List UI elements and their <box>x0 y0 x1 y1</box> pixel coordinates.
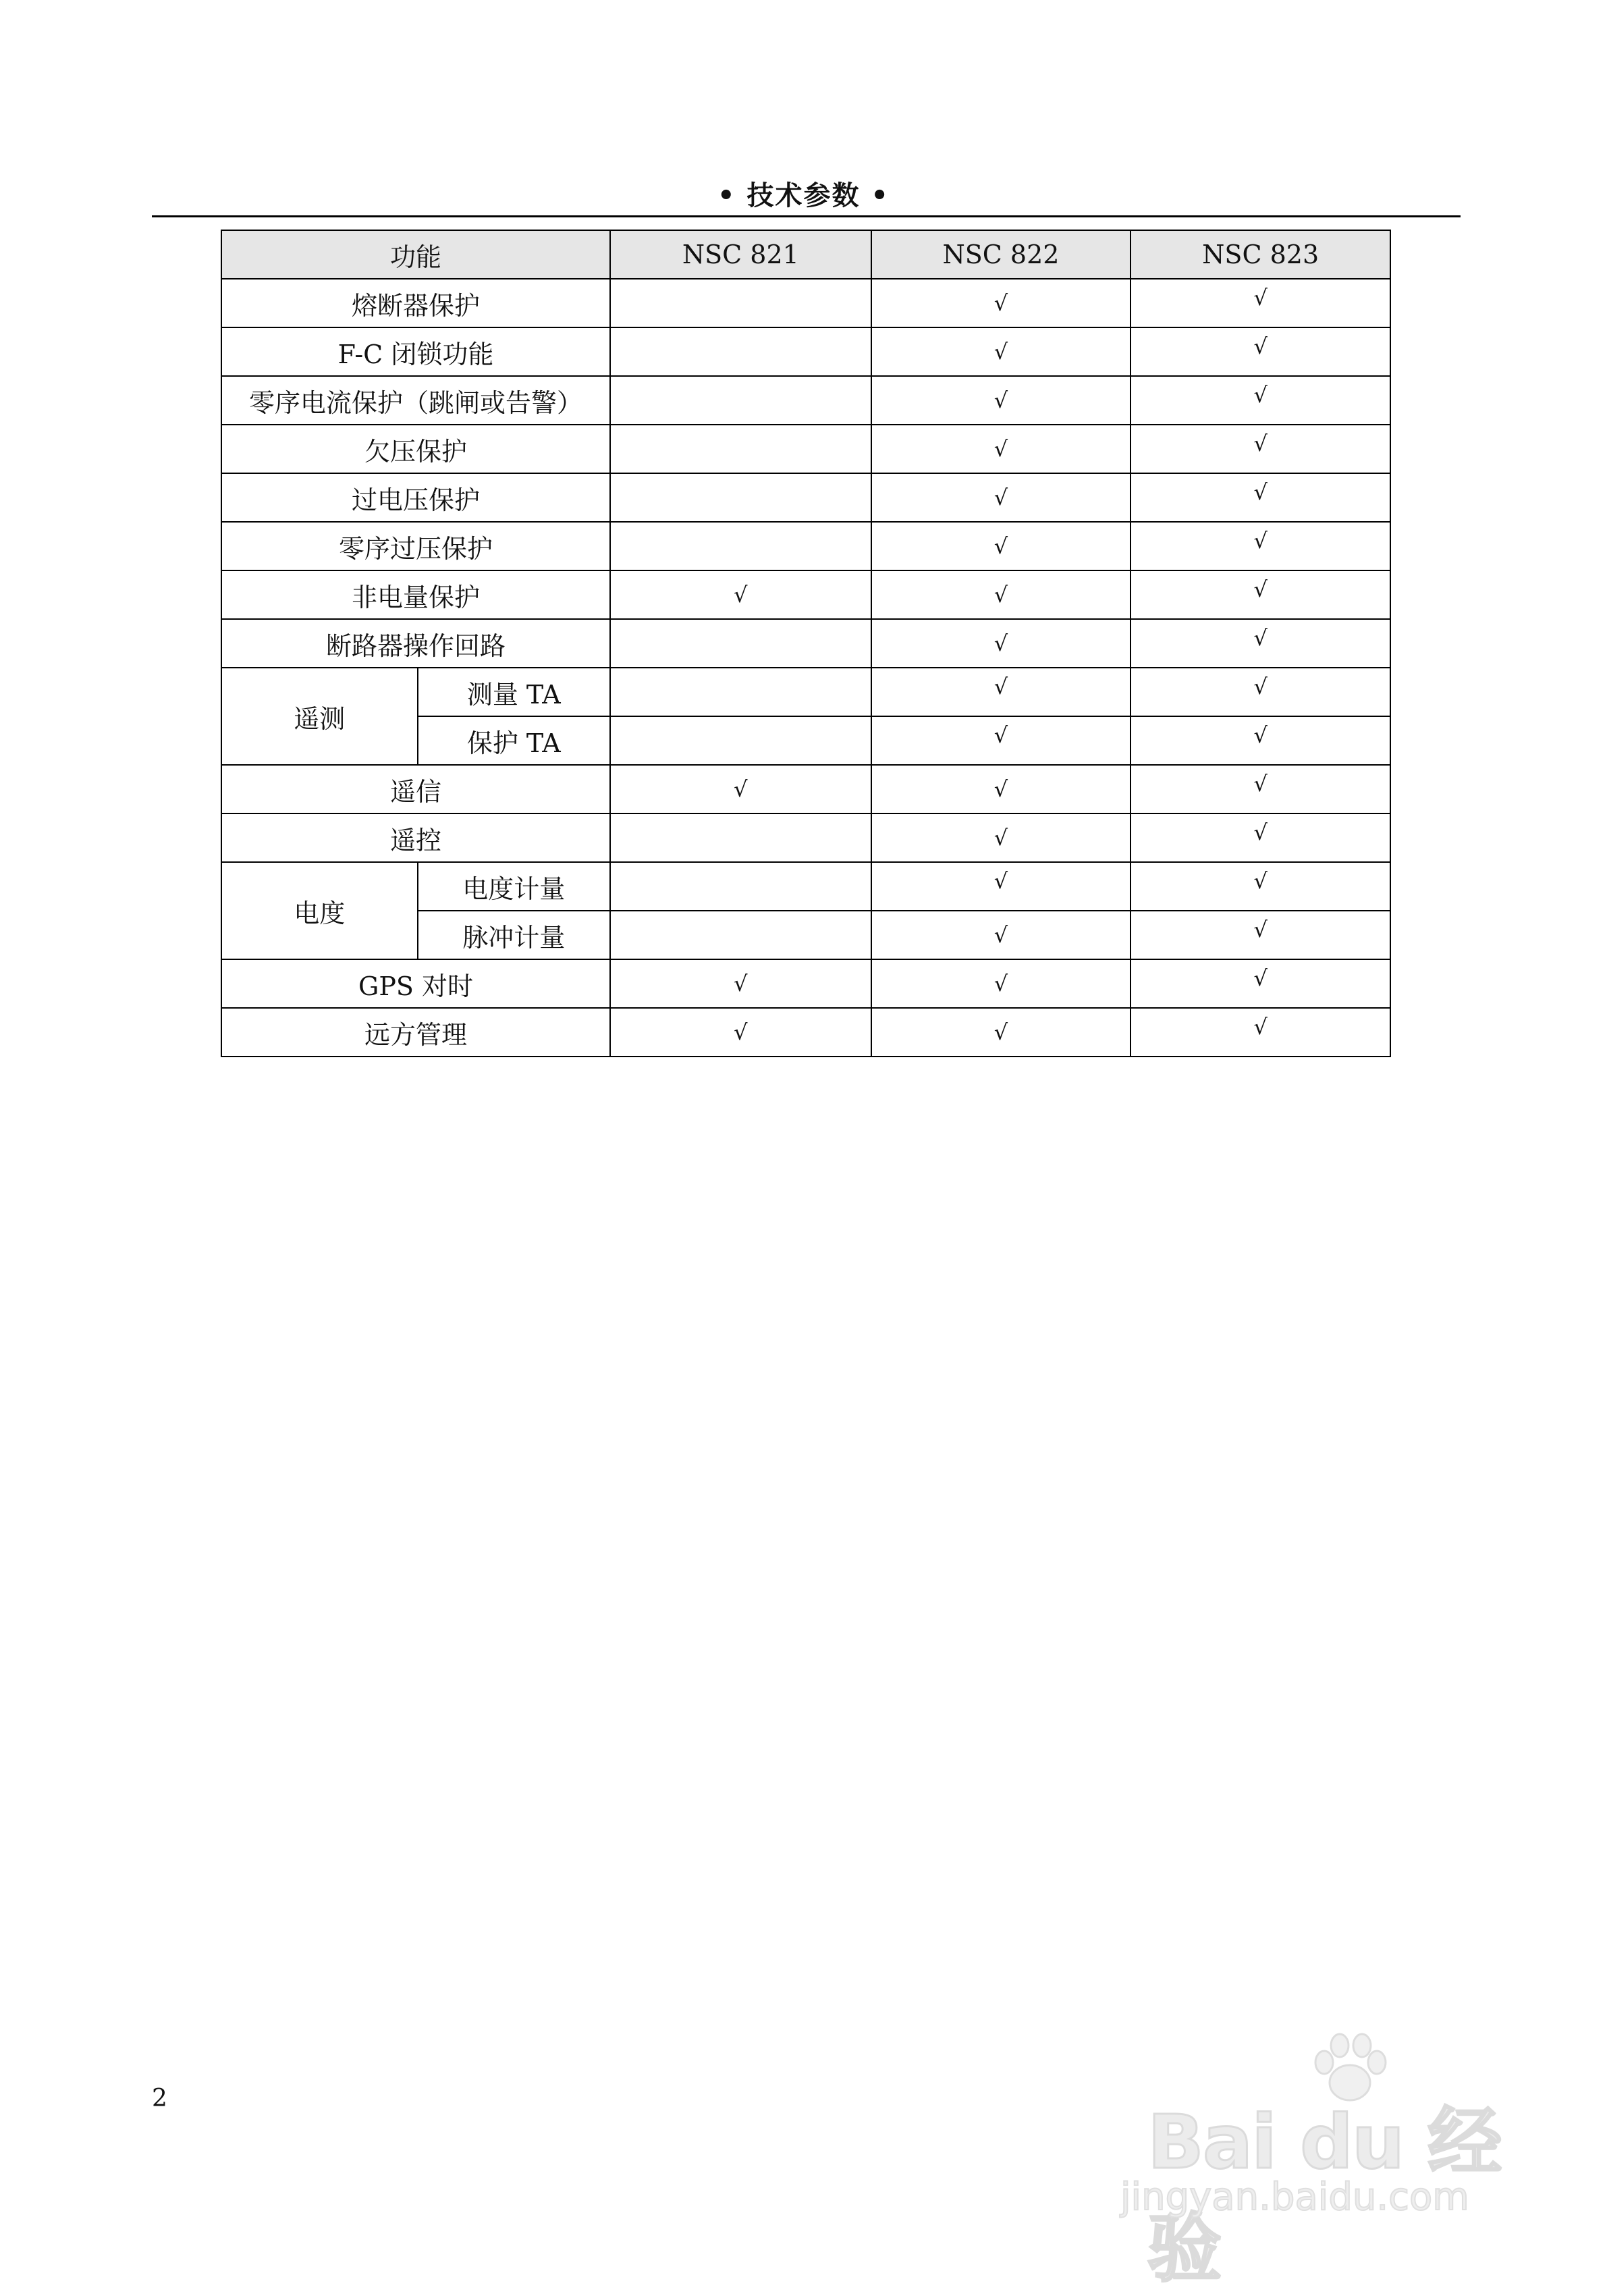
check-cell <box>1131 279 1390 327</box>
row-label: 熔断器保护 <box>221 279 610 327</box>
row-label: 零序过压保护 <box>221 522 610 570</box>
check-mark: √ <box>1253 625 1268 651</box>
group-label: 电度 <box>221 862 418 959</box>
row-label: F-C 闭锁功能 <box>221 327 610 376</box>
check-cell <box>610 376 871 425</box>
check-cell <box>1131 765 1390 813</box>
check-cell <box>1131 376 1390 425</box>
check-cell: √ <box>871 1008 1131 1057</box>
check-mark: √ <box>993 722 1008 748</box>
check-cell <box>871 716 1131 765</box>
check-mark: √ <box>993 868 1008 894</box>
check-cell <box>1131 716 1390 765</box>
table-row <box>221 668 1390 716</box>
check-cell: √ <box>871 959 1131 1008</box>
check-cell <box>610 668 871 716</box>
check-mark: √ <box>1253 577 1268 602</box>
check-mark: √ <box>1253 820 1268 845</box>
row-label: GPS 对时 <box>221 959 610 1008</box>
check-cell <box>1131 473 1390 522</box>
row-label: 保护 TA <box>418 716 611 765</box>
row-label: 测量 TA <box>418 668 611 716</box>
row-label: 过电压保护 <box>221 473 610 522</box>
page-number: 2 <box>152 2085 167 2112</box>
table-row <box>221 765 1390 813</box>
check-cell <box>610 522 871 570</box>
check-cell <box>610 279 871 327</box>
check-cell: √ <box>610 1008 871 1057</box>
check-cell: √ <box>871 813 1131 862</box>
check-cell: √ <box>871 619 1131 668</box>
check-mark: √ <box>993 674 1008 699</box>
check-cell <box>1131 813 1390 862</box>
check-cell <box>610 813 871 862</box>
row-label: 远方管理 <box>221 1008 610 1057</box>
check-cell: √ <box>610 570 871 619</box>
check-cell: √ <box>871 376 1131 425</box>
table-row <box>221 813 1390 862</box>
check-cell <box>610 911 871 959</box>
check-cell: √ <box>871 570 1131 619</box>
spec-table <box>221 230 1391 1057</box>
table-row <box>221 619 1390 668</box>
check-cell <box>871 668 1131 716</box>
table-row <box>221 327 1390 376</box>
row-label: 遥控 <box>221 813 610 862</box>
check-mark: √ <box>1253 382 1268 408</box>
check-mark: √ <box>1253 479 1268 505</box>
check-cell <box>1131 911 1390 959</box>
table-row <box>221 376 1390 425</box>
check-mark: √ <box>1253 965 1268 991</box>
check-cell <box>610 716 871 765</box>
check-cell: √ <box>610 959 871 1008</box>
check-cell <box>1131 959 1390 1008</box>
table-row <box>221 522 1390 570</box>
row-label: 电度计量 <box>418 862 611 911</box>
header-rule <box>152 215 1461 217</box>
check-cell: √ <box>871 765 1131 813</box>
header-function: 功能 <box>221 230 610 279</box>
table-row <box>221 862 1390 911</box>
table-row <box>221 279 1390 327</box>
check-cell <box>1131 425 1390 473</box>
check-mark: √ <box>1253 431 1268 456</box>
row-label: 非电量保护 <box>221 570 610 619</box>
check-cell <box>1131 862 1390 911</box>
watermark-url: jingyan.baidu.com <box>1120 2175 1469 2219</box>
check-cell <box>1131 522 1390 570</box>
check-mark: √ <box>1253 1014 1268 1040</box>
check-cell: √ <box>871 522 1131 570</box>
check-cell <box>610 862 871 911</box>
check-mark: √ <box>1253 333 1268 359</box>
table-row <box>221 1008 1390 1057</box>
check-cell: √ <box>871 911 1131 959</box>
watermark-logo: Bai du 经验 <box>1147 2099 1501 2292</box>
row-label: 脉冲计量 <box>418 911 611 959</box>
row-label: 零序电流保护（跳闸或告警） <box>221 376 610 425</box>
table-row <box>221 425 1390 473</box>
group-label: 遥测 <box>221 668 418 765</box>
check-cell <box>1131 668 1390 716</box>
check-cell <box>1131 1008 1390 1057</box>
check-mark: √ <box>1253 285 1268 311</box>
check-cell: √ <box>871 425 1131 473</box>
check-cell <box>1131 570 1390 619</box>
check-cell: √ <box>871 473 1131 522</box>
check-mark: √ <box>1253 528 1268 554</box>
check-cell <box>610 473 871 522</box>
check-mark: √ <box>1253 722 1268 748</box>
table-row <box>221 959 1390 1008</box>
header-model-822: NSC 822 <box>871 230 1131 279</box>
check-cell: √ <box>871 327 1131 376</box>
check-mark: √ <box>1253 771 1268 797</box>
header-model-823: NSC 823 <box>1131 230 1390 279</box>
check-cell: √ <box>610 765 871 813</box>
check-cell <box>871 862 1131 911</box>
check-mark: √ <box>1253 674 1268 699</box>
row-label: 欠压保护 <box>221 425 610 473</box>
row-label: 断路器操作回路 <box>221 619 610 668</box>
check-cell <box>610 425 871 473</box>
table-row <box>221 570 1390 619</box>
page-header: • 技术参数 • <box>717 180 890 211</box>
row-label: 遥信 <box>221 765 610 813</box>
baidu-watermark <box>1107 2019 1539 2292</box>
table-header-row <box>221 230 1390 279</box>
check-cell <box>1131 619 1390 668</box>
check-cell <box>1131 327 1390 376</box>
table-row <box>221 473 1390 522</box>
check-cell <box>610 327 871 376</box>
check-mark: √ <box>1253 868 1268 894</box>
check-cell <box>610 619 871 668</box>
check-mark: √ <box>1253 917 1268 942</box>
check-cell: √ <box>871 279 1131 327</box>
header-model-821: NSC 821 <box>610 230 871 279</box>
